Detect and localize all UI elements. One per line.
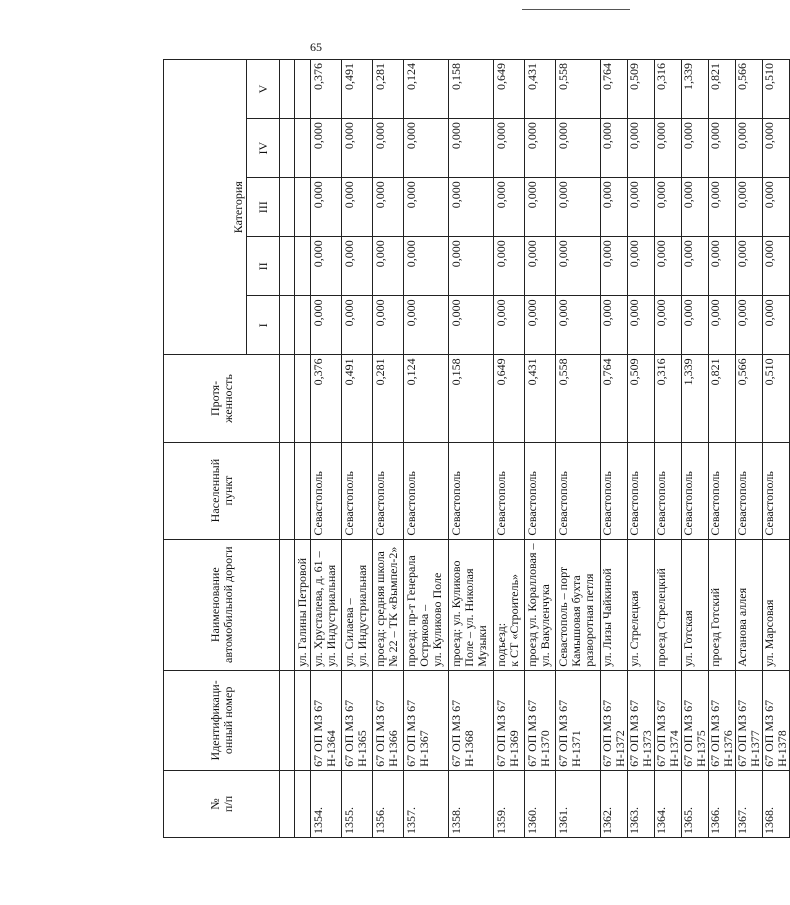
- row-cat-2: 0,000: [682, 237, 709, 296]
- row-cat-4: 0,000: [556, 119, 601, 178]
- row-id: 67 ОП МЗ 67 Н-1374: [655, 670, 682, 770]
- row-length: 0,124: [404, 355, 449, 442]
- row-id: 67 ОП МЗ 67 Н-1366: [373, 670, 404, 770]
- row-cat-2: 0,000: [404, 237, 449, 296]
- row-road-name: Севастополь – порт Камышовая бухта разворотная петля: [556, 539, 601, 670]
- row-cat-5: 0,509: [628, 60, 655, 119]
- row-place: Севастополь: [449, 442, 494, 539]
- row-length: 0,158: [449, 355, 494, 442]
- table-row: [601, 60, 628, 838]
- row-place: Севастополь: [373, 442, 404, 539]
- row-road-name: ул. Стрелецкая: [628, 539, 655, 670]
- row-length: 1,339: [682, 355, 709, 442]
- row-road-name: ул. Силаева – ул. Индустриальная: [342, 539, 373, 670]
- row-number: 1366.: [709, 770, 736, 837]
- row-id: 67 ОП МЗ 67 Н-1376: [709, 670, 736, 770]
- rotated-table-container: [163, 59, 789, 838]
- row-cat-3: 0,000: [736, 178, 763, 237]
- row-road-name: Астанова аллея: [736, 539, 763, 670]
- table-row: [404, 60, 449, 838]
- row-number: 1368.: [763, 770, 790, 837]
- row-cat-3: 0,000: [763, 178, 790, 237]
- row-place: Севастополь: [404, 442, 449, 539]
- row-length: 0,566: [736, 355, 763, 442]
- row-cat-3: 0,000: [556, 178, 601, 237]
- row-cat-4: 0,000: [404, 119, 449, 178]
- row-cat-1: 0,000: [682, 296, 709, 355]
- row-cat-2: 0,000: [601, 237, 628, 296]
- row-cat-4: 0,000: [342, 119, 373, 178]
- row-road-name: проезд Стрелецкий: [655, 539, 682, 670]
- row-cat-2: 0,000: [709, 237, 736, 296]
- row-cat-3: 0,000: [709, 178, 736, 237]
- table-row: [709, 60, 736, 838]
- page-number: 65: [310, 40, 322, 54]
- row-id: 67 ОП МЗ 67 Н-1375: [682, 670, 709, 770]
- row-length: 0,316: [655, 355, 682, 442]
- row-place: Севастополь: [709, 442, 736, 539]
- header-cat-2: II: [247, 237, 280, 296]
- row-cat-3: 0,000: [342, 178, 373, 237]
- row-cat-1: 0,000: [525, 296, 556, 355]
- row-cat-2: 0,000: [525, 237, 556, 296]
- row-cat-4: 0,000: [682, 119, 709, 178]
- row-cat-3: 0,000: [601, 178, 628, 237]
- row-cat-1: 0,000: [449, 296, 494, 355]
- row-cat-5: 0,566: [736, 60, 763, 119]
- row-id: 67 ОП МЗ 67 Н-1365: [342, 670, 373, 770]
- header-cat-5: V: [247, 60, 280, 119]
- row-cat-5: 0,158: [449, 60, 494, 119]
- row-cat-4: 0,000: [655, 119, 682, 178]
- row-place: Севастополь: [556, 442, 601, 539]
- row-id: 67 ОП МЗ 67 Н-1367: [404, 670, 449, 770]
- row-cat-4: 0,000: [628, 119, 655, 178]
- table-row: [763, 60, 790, 838]
- row-id: 67 ОП МЗ 67 Н-1369: [494, 670, 525, 770]
- row-cat-5: 0,821: [709, 60, 736, 119]
- row-number: 1367.: [736, 770, 763, 837]
- header-cat-4: IV: [247, 119, 280, 178]
- row-place: Севастополь: [736, 442, 763, 539]
- row-cat-2: 0,000: [655, 237, 682, 296]
- row-length: 0,821: [709, 355, 736, 442]
- continuation-row: [295, 60, 311, 838]
- row-cat-3: 0,000: [373, 178, 404, 237]
- row-road-name: проезд: ул. Куликово Поле – ул. Николая Музыки: [449, 539, 494, 670]
- row-cat-1: 0,000: [628, 296, 655, 355]
- table-row: [311, 60, 342, 838]
- row-cat-5: 0,558: [556, 60, 601, 119]
- row-cat-5: 0,431: [525, 60, 556, 119]
- row-road-name: проезд: средняя школа № 22 – ТК «Вымпел-2»: [373, 539, 404, 670]
- header-rule: [522, 9, 630, 10]
- row-road-name: подъезд: к СТ «Строитель»: [494, 539, 525, 670]
- row-length: 0,649: [494, 355, 525, 442]
- header-id: Идентификаци- онный номер: [164, 670, 280, 770]
- row-number: 1356.: [373, 770, 404, 837]
- header-place: Населенный пункт: [164, 442, 280, 539]
- row-cat-3: 0,000: [404, 178, 449, 237]
- row-cat-4: 0,000: [373, 119, 404, 178]
- row-length: 0,509: [628, 355, 655, 442]
- row-cat-1: 0,000: [601, 296, 628, 355]
- row-place: Севастополь: [628, 442, 655, 539]
- table-row: [494, 60, 525, 838]
- header-row-1: [164, 60, 247, 838]
- row-number: 1365.: [682, 770, 709, 837]
- row-cat-2: 0,000: [628, 237, 655, 296]
- row-cat-2: 0,000: [373, 237, 404, 296]
- row-length: 0,764: [601, 355, 628, 442]
- row-cat-3: 0,000: [494, 178, 525, 237]
- row-number: 1364.: [655, 770, 682, 837]
- row-cat-4: 0,000: [494, 119, 525, 178]
- row-id: 67 ОП МЗ 67 Н-1373: [628, 670, 655, 770]
- row-cat-1: 0,000: [655, 296, 682, 355]
- row-cat-4: 0,000: [763, 119, 790, 178]
- header-category: Категория: [164, 60, 247, 355]
- row-cat-3: 0,000: [655, 178, 682, 237]
- row-cat-3: 0,000: [682, 178, 709, 237]
- row-road-name: ул. Лизы Чайкиной: [601, 539, 628, 670]
- table-row: [682, 60, 709, 838]
- table-row: [556, 60, 601, 838]
- header-cat-3: III: [247, 178, 280, 237]
- row-road-name: ул. Марсовая: [763, 539, 790, 670]
- row-id: 67 ОП МЗ 67 Н-1372: [601, 670, 628, 770]
- row-cat-2: 0,000: [311, 237, 342, 296]
- row-number: 1363.: [628, 770, 655, 837]
- row-cat-5: 0,764: [601, 60, 628, 119]
- row-place: Севастополь: [342, 442, 373, 539]
- row-number: 1361.: [556, 770, 601, 837]
- table-row: [373, 60, 404, 838]
- row-place: Севастополь: [682, 442, 709, 539]
- row-id: 67 ОП МЗ 67 Н-1368: [449, 670, 494, 770]
- row-cat-5: 0,376: [311, 60, 342, 119]
- row-cat-4: 0,000: [525, 119, 556, 178]
- row-cat-4: 0,000: [311, 119, 342, 178]
- row-cat-2: 0,000: [342, 237, 373, 296]
- continuation-name: ул. Галины Петровой: [295, 539, 311, 670]
- row-cat-1: 0,000: [404, 296, 449, 355]
- header-num: № п/п: [164, 770, 280, 837]
- row-cat-1: 0,000: [556, 296, 601, 355]
- row-cat-3: 0,000: [311, 178, 342, 237]
- header-cat-1: I: [247, 296, 280, 355]
- row-cat-5: 1,339: [682, 60, 709, 119]
- row-cat-4: 0,000: [709, 119, 736, 178]
- row-place: Севастополь: [655, 442, 682, 539]
- row-cat-5: 0,510: [763, 60, 790, 119]
- row-road-name: ул. Готская: [682, 539, 709, 670]
- row-number: 1355.: [342, 770, 373, 837]
- row-cat-1: 0,000: [311, 296, 342, 355]
- row-id: 67 ОП МЗ 67 Н-1370: [525, 670, 556, 770]
- row-cat-2: 0,000: [736, 237, 763, 296]
- row-number: 1359.: [494, 770, 525, 837]
- row-cat-4: 0,000: [736, 119, 763, 178]
- row-number: 1358.: [449, 770, 494, 837]
- spacer-row: [280, 60, 295, 838]
- row-id: 67 ОП МЗ 67 Н-1378: [763, 670, 790, 770]
- row-length: 0,510: [763, 355, 790, 442]
- row-cat-1: 0,000: [494, 296, 525, 355]
- row-road-name: ул. Хрусталева, д. 61 – ул. Индустриальная: [311, 539, 342, 670]
- row-place: Севастополь: [601, 442, 628, 539]
- row-id: 67 ОП МЗ 67 Н-1364: [311, 670, 342, 770]
- row-cat-2: 0,000: [449, 237, 494, 296]
- row-length: 0,281: [373, 355, 404, 442]
- table-row: [525, 60, 556, 838]
- road-registry-table: [163, 59, 790, 838]
- row-id: 67 ОП МЗ 67 Н-1377: [736, 670, 763, 770]
- row-number: 1362.: [601, 770, 628, 837]
- row-cat-4: 0,000: [601, 119, 628, 178]
- row-place: Севастополь: [311, 442, 342, 539]
- table-row: [628, 60, 655, 838]
- row-cat-5: 0,316: [655, 60, 682, 119]
- row-number: 1360.: [525, 770, 556, 837]
- row-road-name: проезд Готский: [709, 539, 736, 670]
- row-cat-1: 0,000: [373, 296, 404, 355]
- row-cat-5: 0,281: [373, 60, 404, 119]
- row-number: 1357.: [404, 770, 449, 837]
- row-number: 1354.: [311, 770, 342, 837]
- row-cat-5: 0,491: [342, 60, 373, 119]
- row-cat-1: 0,000: [342, 296, 373, 355]
- row-cat-3: 0,000: [525, 178, 556, 237]
- row-cat-1: 0,000: [709, 296, 736, 355]
- row-cat-1: 0,000: [763, 296, 790, 355]
- table-row: [655, 60, 682, 838]
- row-cat-2: 0,000: [763, 237, 790, 296]
- row-cat-4: 0,000: [449, 119, 494, 178]
- row-cat-1: 0,000: [736, 296, 763, 355]
- row-cat-2: 0,000: [556, 237, 601, 296]
- row-length: 0,558: [556, 355, 601, 442]
- row-road-name: проезд ул. Коралловая – ул. Вакуленчука: [525, 539, 556, 670]
- table-row: [736, 60, 763, 838]
- row-cat-5: 0,124: [404, 60, 449, 119]
- header-name: Наименование автомобильной дороги: [164, 539, 280, 670]
- row-cat-3: 0,000: [628, 178, 655, 237]
- row-id: 67 ОП МЗ 67 Н-1371: [556, 670, 601, 770]
- row-length: 0,376: [311, 355, 342, 442]
- row-cat-5: 0,649: [494, 60, 525, 119]
- table-row: [342, 60, 373, 838]
- row-cat-3: 0,000: [449, 178, 494, 237]
- row-place: Севастополь: [525, 442, 556, 539]
- table-row: [449, 60, 494, 838]
- header-length: Протя- женность: [164, 355, 280, 442]
- row-length: 0,491: [342, 355, 373, 442]
- row-length: 0,431: [525, 355, 556, 442]
- row-road-name: проезд: пр-т Генерала Острякова – ул. Куликово Поле: [404, 539, 449, 670]
- row-place: Севастополь: [494, 442, 525, 539]
- row-cat-2: 0,000: [494, 237, 525, 296]
- row-place: Севастополь: [763, 442, 790, 539]
